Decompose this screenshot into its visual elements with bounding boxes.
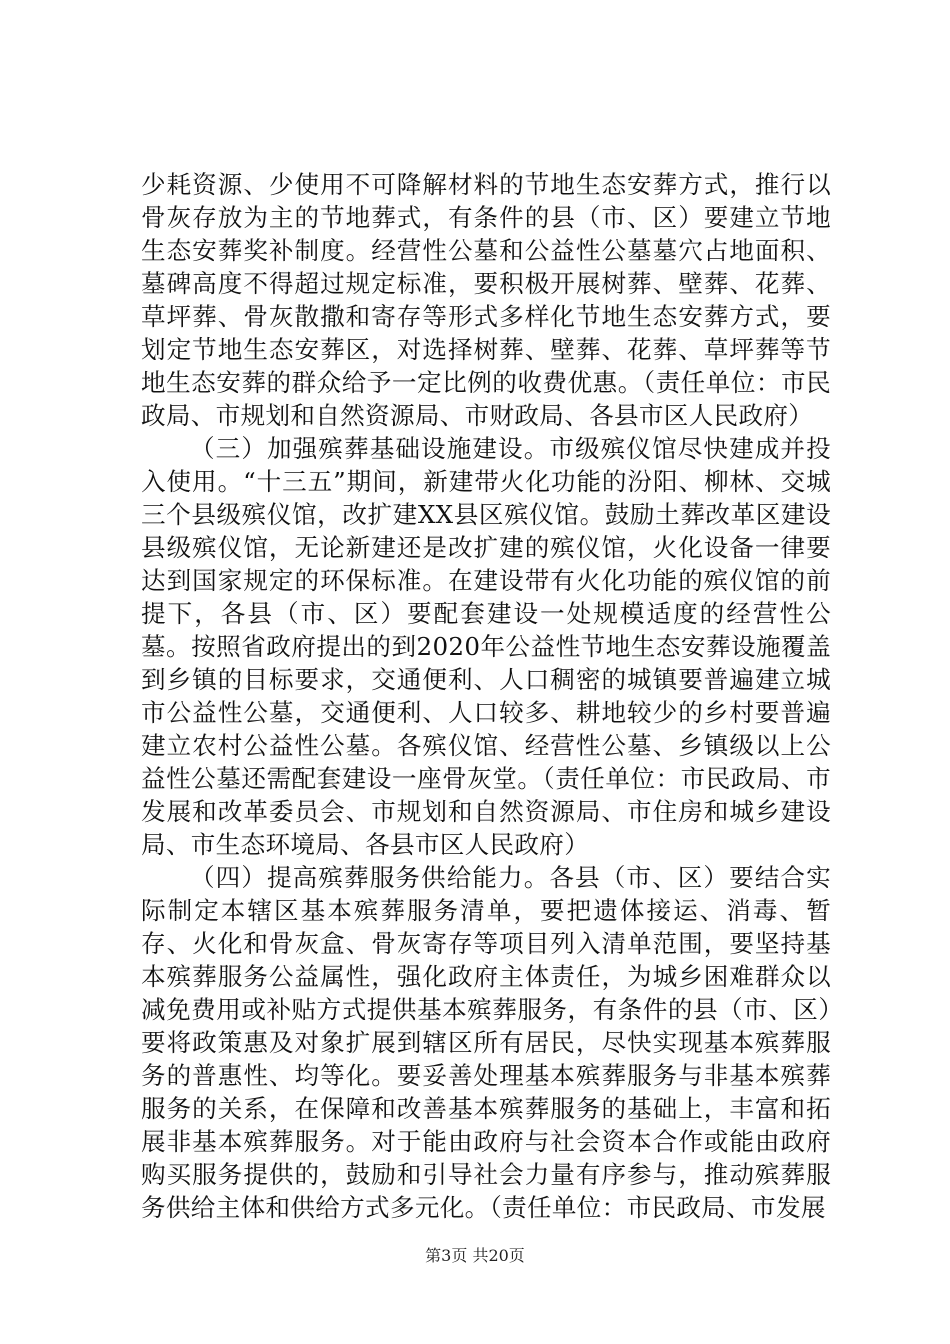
page-footer: 第3页 共20页 bbox=[425, 1246, 525, 1265]
paragraph-continuation: 少耗资源、少使用不可降解材料的节地生态安葬方式，推行以骨灰存放为主的节地葬式，有条件的县（市、区）要建立节地生态安葬奖补制度。经营性公墓和公益性公墓墓穴占地面积、墓碑高度不得超过规定标准，要积极开展树葬、壁葬、花葬、草坪葬、骨灰散撒和寄存等形式多样化节地生态安葬方式，要划定节地生态安葬区，对选择树葬、壁葬、花葬、草坪葬等节地生态安葬的群众给予一定比例的收费优惠。（责任单位：市民政局、市规划和自然资源局、市财政局、各县市区人民政府） bbox=[141, 170, 831, 430]
document-body bbox=[141, 168, 831, 1224]
paragraph-section-4: （四）提高殡葬服务供给能力。各县（市、区）要结合实际制定本辖区基本殡葬服务清单，要把遗体接运、消毒、暂存、火化和骨灰盒、骨灰寄存等项目列入清单范围，要坚持基本殡葬服务公益属性，强化政府主体责任，为城乡困难群众以减免费用或补贴方式提供基本殡葬服务，有条件的县（市、区）要将政策惠及对象扩展到辖区所有居民，尽快实现基本殡葬服务的普惠性、均等化。要妥善处理基本殡葬服务与非基本殡葬服务的关系，在保障和改善基本殡葬服务的基础上，丰富和拓展非基本殡葬服务。对于能由政府与社会资本合作或能由政府购买服务提供的，鼓励和引导社会力量有序参与，推动殡葬服务供给主体和供给方式多元化。（责任单位：市民政局、市发展 bbox=[141, 863, 831, 1222]
paragraph-section-3: （三）加强殡葬基础设施建设。市级殡仪馆尽快建成并投入使用。“十三五”期间，新建带火化功能的汾阳、柳林、交城三个县级殡仪馆，改扩建XX县区殡仪馆。鼓励土葬改革区建设县级殡仪馆，无论新建还是改扩建的殡仪馆，火化设备一律要达到国家规定的环保标准。在建设带有火化功能的殡仪馆的前提下，各县（市、区）要配套建设一处规模适度的经营性公墓。按照省政府提出的到2020年公益性节地生态安葬设施覆盖到乡镇的目标要求，交通便利、人口稠密的城镇要普遍建立城市公益性公墓，交通便利、人口较多、耕地较少的乡村要普遍建立农村公益性公墓。各殡仪馆、经营性公墓、乡镇级以上公益性公墓还需配套建设一座骨灰堂。（责任单位：市民政局、市发展和改革委员会、市规划和自然资源局、市住房和城乡建设局、市生态环境局、各县市区人民政府） bbox=[141, 434, 831, 859]
